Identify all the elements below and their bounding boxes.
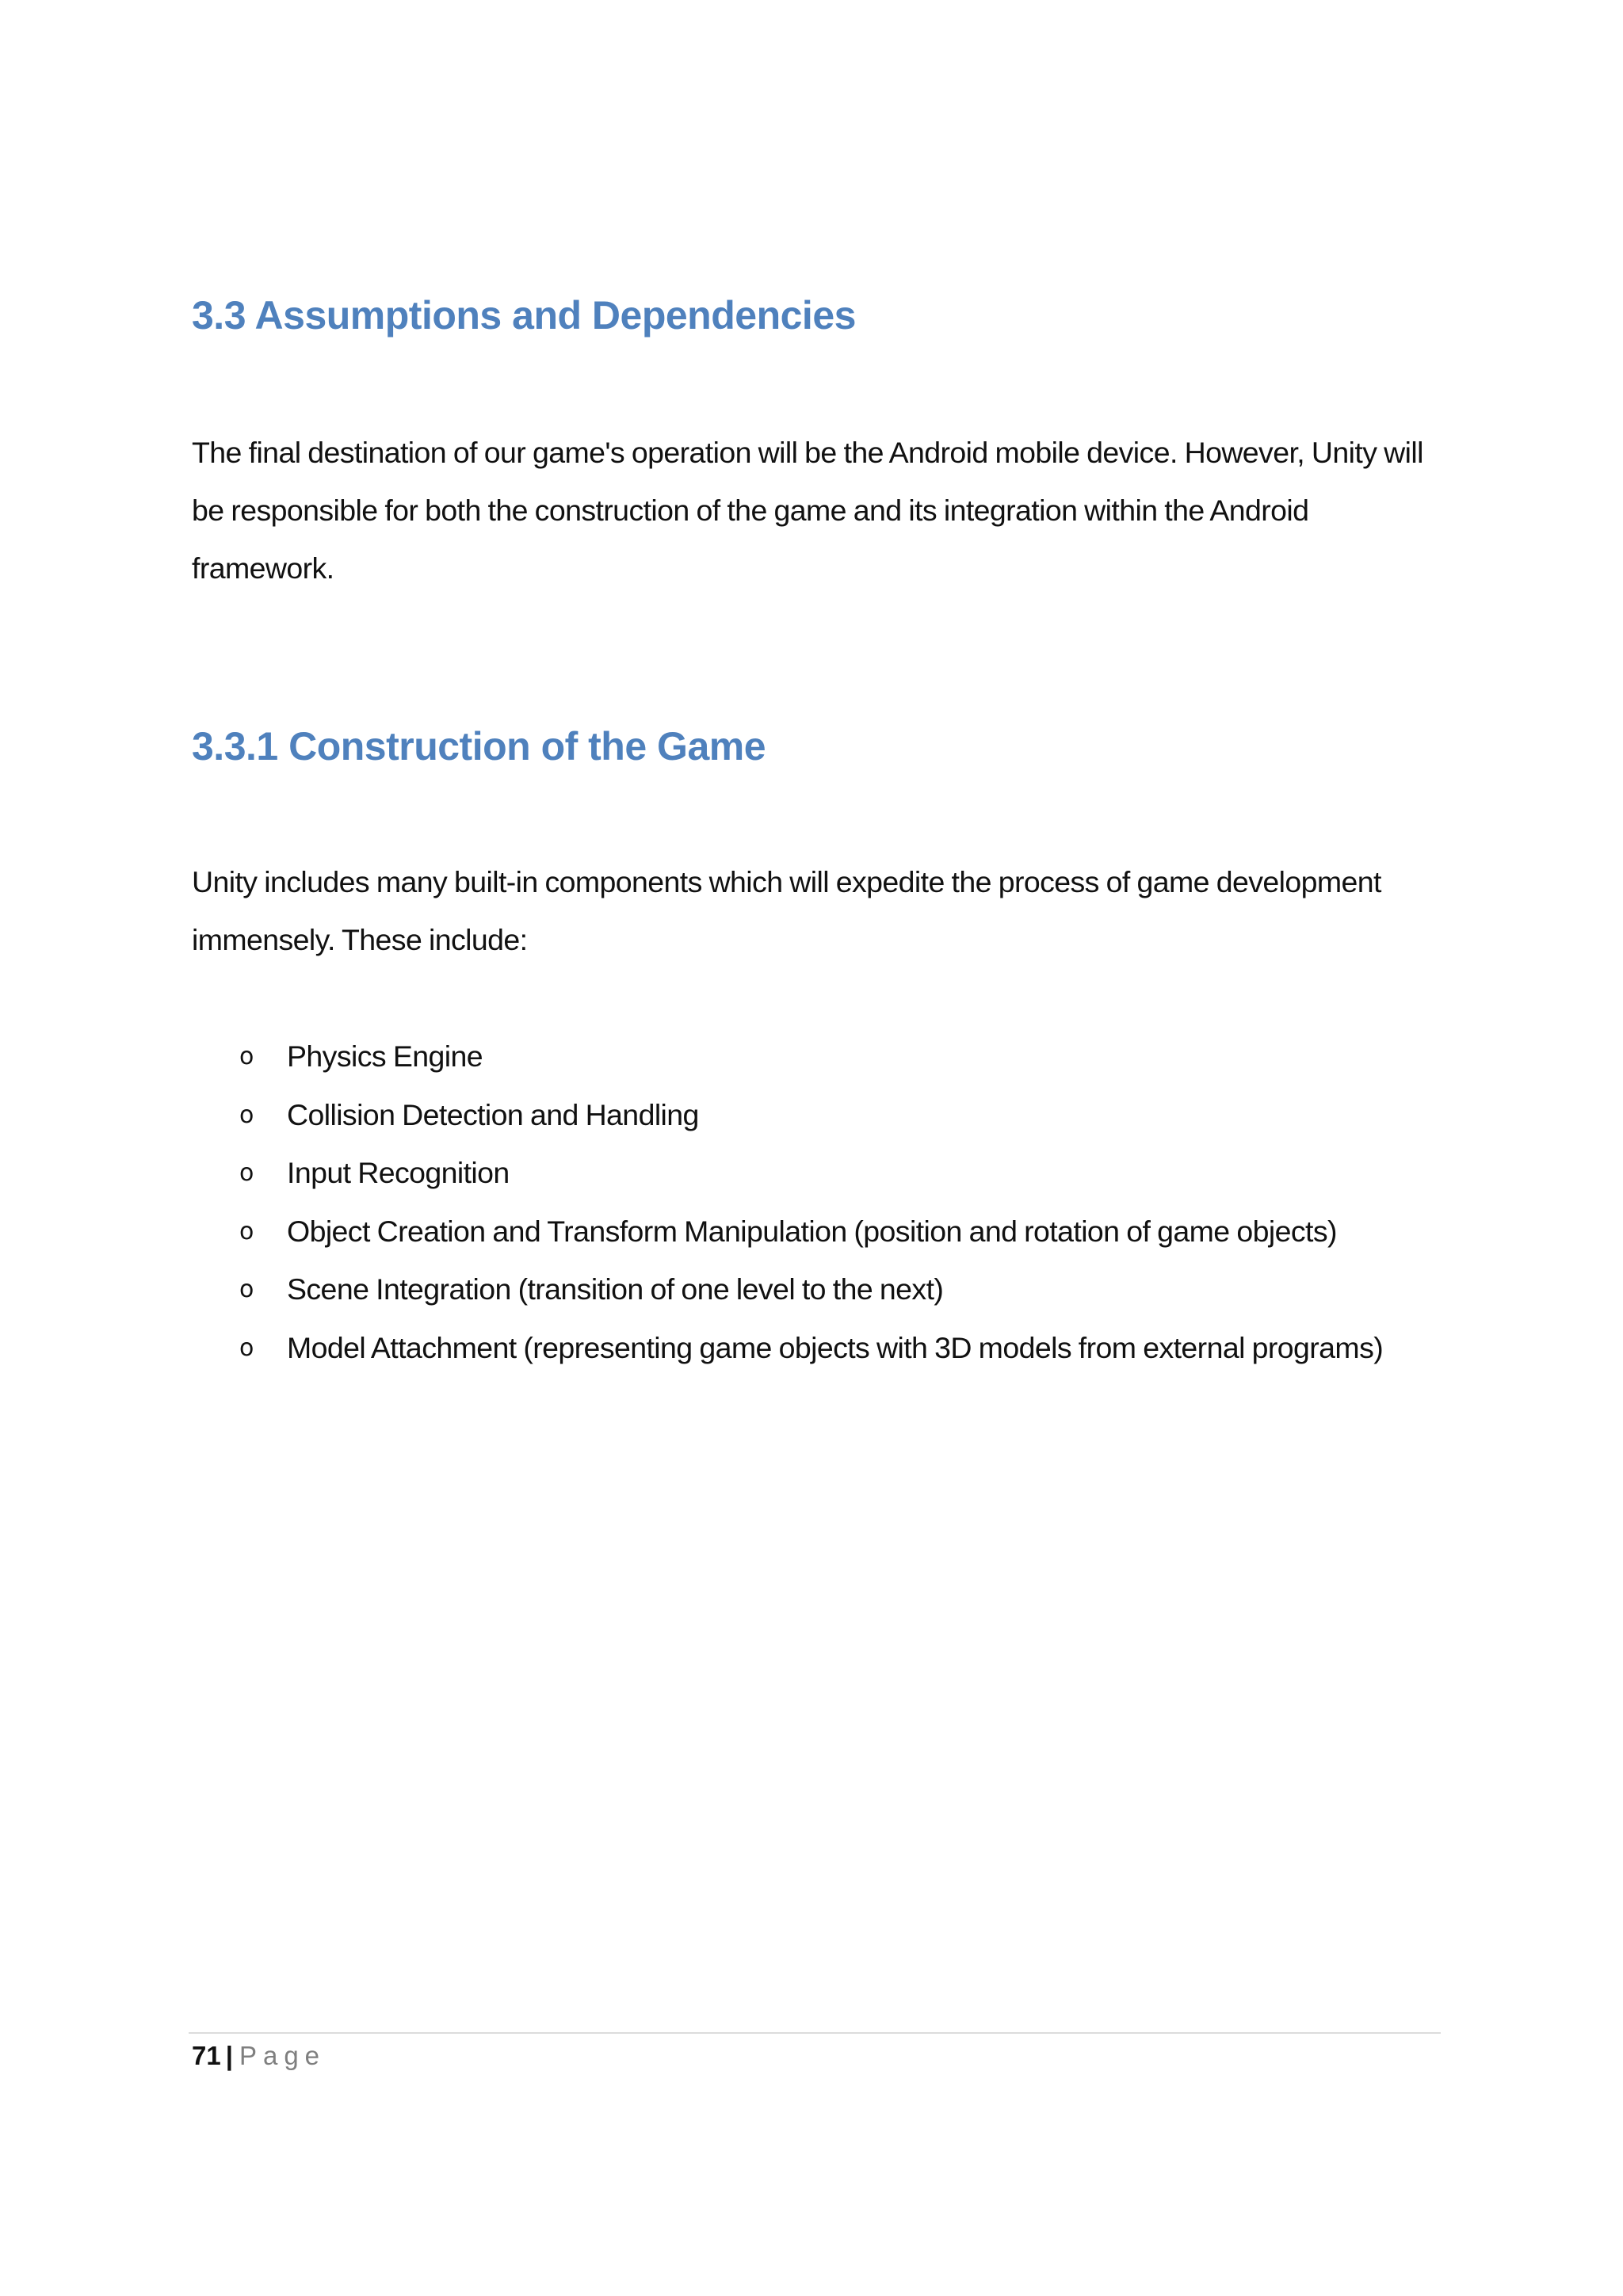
list-item	[192, 1203, 1460, 1261]
list-item	[192, 1261, 1460, 1319]
list-item-text: Collision Detection and Handling	[287, 1097, 699, 1131]
list-item	[192, 1028, 1460, 1086]
list-item-text: Physics Engine	[287, 1039, 483, 1073]
page-number: 71	[192, 2041, 221, 2070]
hollow-bullet-icon: o	[239, 1333, 254, 1362]
footer-separator: |	[225, 2041, 233, 2070]
page-footer	[192, 2036, 326, 2076]
section-heading: 3.3 Assumptions and Dependencies	[192, 293, 856, 338]
hollow-bullet-icon: o	[239, 1043, 254, 1070]
subsection-paragraph: Unity includes many built-in components which will expedite the process of game development immensely. These include:	[192, 865, 1381, 956]
page-label: Page	[239, 2041, 327, 2070]
section-paragraph: The final destination of our game's operation will be the Android mobile device. However, Unity will be responsible for both the construction of the game and its integration within the Android framework.	[192, 436, 1423, 585]
list-item	[192, 1144, 1460, 1203]
hollow-bullet-icon: o	[239, 1276, 254, 1304]
list-item	[192, 1319, 1460, 1378]
list-item-text: Input Recognition	[287, 1156, 510, 1190]
hollow-bullet-icon: o	[239, 1100, 254, 1129]
hollow-bullet-icon: o	[239, 1159, 254, 1188]
list-item	[192, 1086, 1460, 1145]
hollow-bullet-icon: o	[239, 1217, 254, 1245]
footer-divider	[189, 2032, 1441, 2034]
subsection-heading: 3.3.1 Construction of the Game	[192, 724, 766, 769]
list-item-text: Model Attachment (representing game objects with 3D models from external programs)	[287, 1330, 1384, 1364]
components-list	[192, 1028, 1460, 1378]
list-item-text: Scene Integration (transition of one level to the next)	[287, 1272, 944, 1306]
list-item-text: Object Creation and Transform Manipulation (position and rotation of game objects)	[287, 1214, 1337, 1248]
